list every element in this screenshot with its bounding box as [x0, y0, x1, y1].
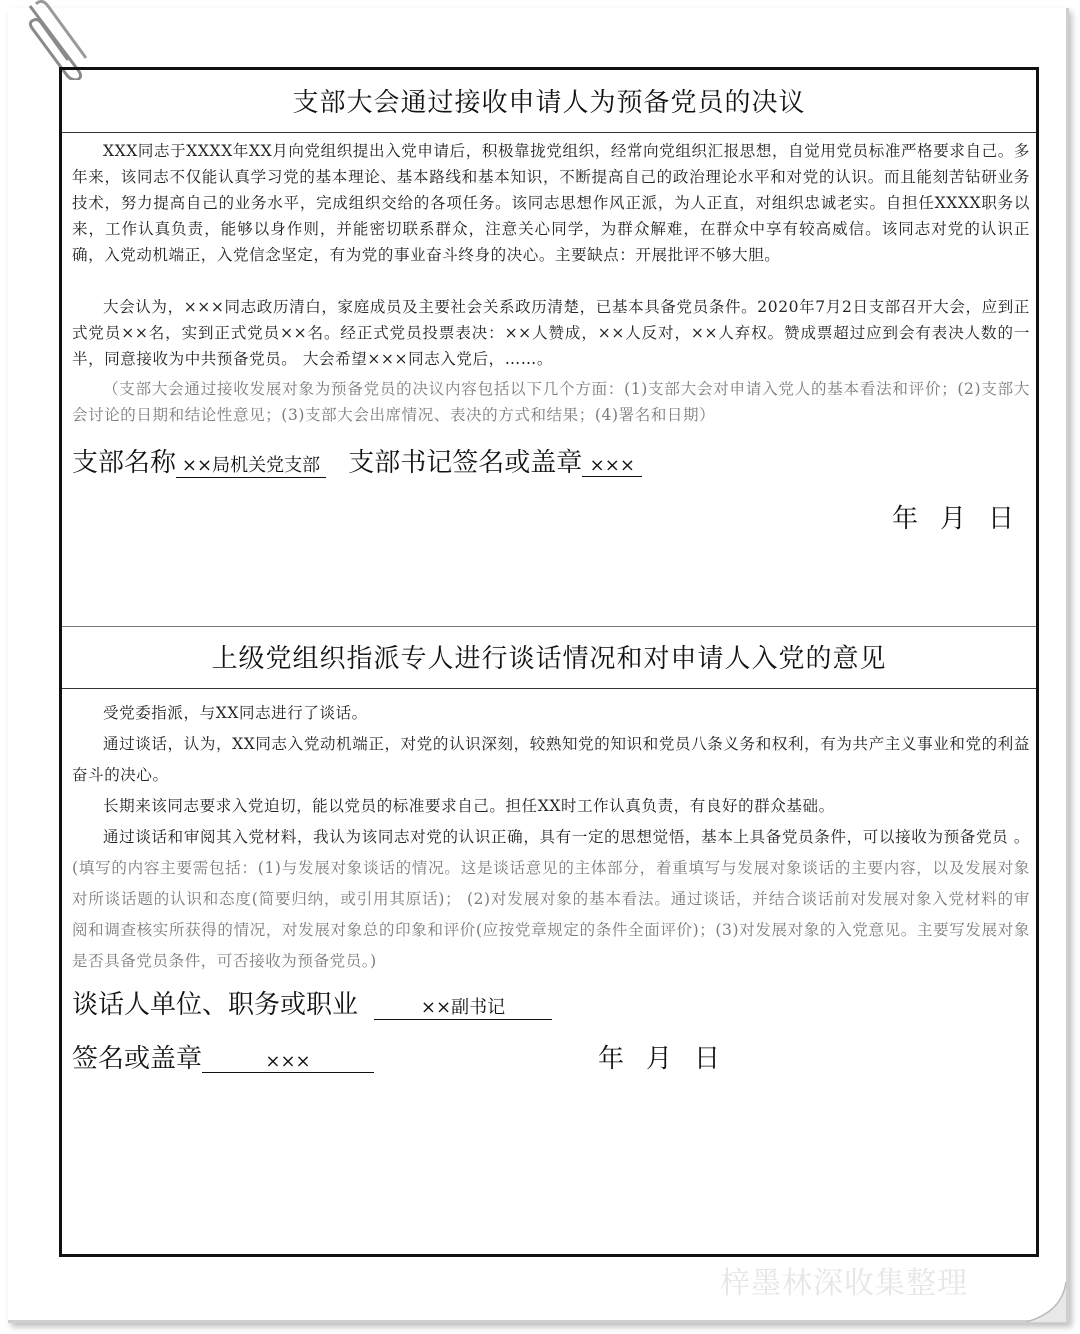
section2-date-month: 月 [646, 1044, 673, 1074]
section1-paragraph-2: 大会认为，×××同志政历清白，家庭成员及主要社会关系政历清楚，已基本具备党员条件。2020年7月2日支部召开大会，应到正式党员××名，实到正式党员××名。经正式党员投票表决：××人赞成，××人反对，××人弃权。赞成票超过应到会有表决人数的一半，同意接收为中共预备党员。 大会希望×××同志入党后，……。 [72, 298, 1030, 368]
section1-date-month: 月 [940, 504, 967, 534]
talker-label: 谈话人单位、职务或职业 [72, 990, 359, 1020]
section2-paragraph-4 [72, 822, 1030, 977]
page-curl-icon [1026, 1282, 1066, 1322]
section1-title: 支部大会通过接收申请人为预备党员的决议 [292, 88, 806, 118]
section2-paragraph-1: 受党委指派，与XX同志进行了谈话。 [103, 704, 368, 722]
form-frame [59, 67, 1039, 1257]
section2-paragraph-4-main: 通过谈话和审阅其入党材料，我认为该同志对党的认识正确，具有一定的思想觉悟，基本上具备党员条件，可以接收为预备党员 。 [103, 828, 1030, 846]
branch-name-value: ××局机关党支部 [176, 451, 326, 478]
branch-signature-line [72, 442, 642, 479]
section1-title-divider [62, 132, 1036, 133]
secretary-sign-label: 支部书记签名或盖章 [348, 448, 583, 478]
section1-paragraph-1: XXX同志于XXXX年XX月向党组织提出入党申请后，积极靠拢党组织，经常向党组织汇报思想，自觉用党员标准严格要求自己。多年来，该同志不仅能认真学习党的基本理论、基本路线和基本知识，不断提高自己的政治理论水平和对党的认识。而且能刻苦钻研业务技术，努力提高自己的业务水平，完成组织交给的各项任务。该同志思想作风正派，为人正直，对组织忠诚老实。自担任XXXX职务以来，工作认真负责，能够以身作则，并能密切联系群众，注意关心同学，为群众解难，在群众中享有较高威信。该同志对党的认识正确，入党动机端正，入党信念坚定，有为党的事业奋斗终身的决心。主要缺点：开展批评不够大胆。 [72, 142, 1030, 264]
section2-title: 上级党组织指派专人进行谈话情况和对申请人入党的意见 [211, 644, 887, 674]
section2-sign-label: 签名或盖章 [72, 1044, 203, 1074]
watermark-text: 梓墨林深收集整理 [720, 1266, 968, 1301]
talker-value: ××副书记 [374, 993, 552, 1020]
section1-date [892, 498, 1014, 535]
secretary-sign-value: ××× [582, 455, 642, 477]
section2-paragraph-2: 通过谈话，认为，XX同志入党动机端正，对党的认识深刻，较熟知党的知识和党员八条义务和权利，有为共产主义事业和党的利益奋斗的决心。 [72, 735, 1030, 784]
section2-sign-value: ××× [202, 1051, 374, 1073]
section1-date-year: 年 [892, 504, 919, 534]
section1-date-day: 日 [988, 504, 1015, 534]
section2-date-year: 年 [598, 1044, 625, 1074]
section1-note: （支部大会通过接收发展对象为预备党员的决议内容包括以下几个方面：(1)支部大会对申请入党人的基本看法和评价；(2)支部大会讨论的日期和结论性意见；(3)支部大会出席情况、表决的方式和结果；(4)署名和日期） [72, 380, 1030, 424]
section2-title-divider [62, 688, 1036, 689]
branch-name-label: 支部名称 [72, 448, 177, 478]
section2-paragraph-4-note: (填写的内容主要需包括：(1)与发展对象谈话的情况。这是谈话意见的主体部分，着重填写与发展对象谈话的主要内容，以及发展对象对所谈话题的认识和态度(简要归纳，或引用其原话)； (2)对发展对象的基本看法。通过谈话，并结合谈话前对发展对象入党材料的审阅和调查核实所获得的情况，对发展对象总的印象和评价(应按党章规定的条件全面评价)；(3)对发展对象的入党意见。主要写发展对象是否具备党员条件，可否接收为预备党员。) [72, 859, 1030, 970]
section2-paragraph-3: 长期来该同志要求入党迫切，能以党员的标准要求自己。担任XX时工作认真负责，有良好的群众基础。 [103, 797, 835, 815]
talker-line [72, 984, 552, 1021]
section2-date-day: 日 [694, 1044, 721, 1074]
section-divider [62, 626, 1036, 627]
section2-sign-line [72, 1038, 374, 1075]
section2-date [598, 1038, 720, 1075]
